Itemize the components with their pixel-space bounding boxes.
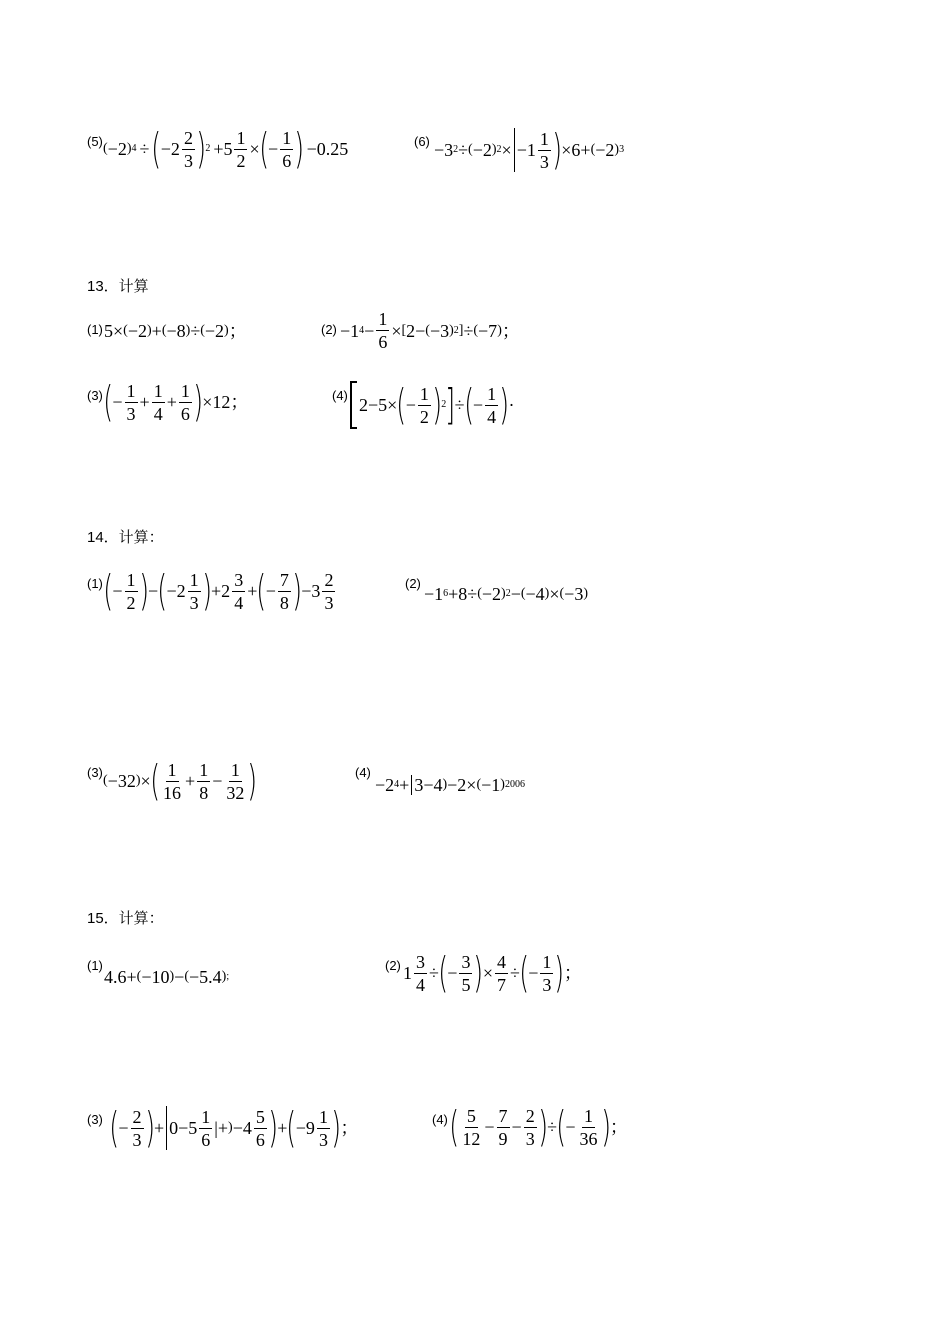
item-label: (6) xyxy=(414,134,430,149)
expression-15-1: 4.6+ ( −10 ) − ( −5.4 ) ; xyxy=(104,967,230,987)
expression-13-4: 2−5× ( − $\frac{1}{2}$ ) 2 ] ÷ ( − $\frac{1}{4}$ ) · xyxy=(350,381,514,429)
expression-13-1: 5× ( −2 ) + ( −8 ) ÷ ( −2 ) ； xyxy=(104,321,247,341)
item-label: (4) xyxy=(355,765,371,780)
expression-15-3: ( − $\frac{2}{3}$ ) + 0−5 $\frac{1}{6}$ |+ ) −4 $\frac{5}{6}$ ) + ( −9 $\frac{1}{3}$ ) ； xyxy=(109,1103,359,1152)
expression-14-1: ( − $\frac{1}{2}$ ) − ( −2 $\frac{1}{3}$ ) +2 $\frac{3}{4}$ + ( − $\frac{7}{8}$ ) −3 $\frac{2}{3}$ xyxy=(103,566,334,615)
item-label: (4) xyxy=(332,388,348,403)
item-label: (2) xyxy=(321,322,337,337)
expression-12-5: ( −2 ) 4 ÷ ( −2 $\frac{2}{3}$ ) 2 +5 $\frac{1}{2}$ × ( − $\frac{1}{6}$ ) −0.25 xyxy=(103,124,349,173)
expression-15-2: 1 $\frac{3}{4}$ ÷ ( − $\frac{3}{5}$ ) × $\frac{4}{7}$ ÷ ( − $\frac{1}{3}$ ) ； xyxy=(403,948,582,997)
problem-14-heading: 14．计算： xyxy=(87,529,164,546)
item-label: (2) xyxy=(385,958,401,973)
item-label: (1) xyxy=(87,576,103,591)
item-label: (4) xyxy=(432,1112,448,1127)
problem-13-heading: 13．计算 xyxy=(87,278,149,295)
expression-14-3: ( −32 ) × ( $\frac{1}{16}$ + $\frac{1}{8}$ − $\frac{1}{32}$ ) xyxy=(103,756,258,805)
item-label: (3) xyxy=(87,1112,103,1127)
item-label: (1) xyxy=(87,958,103,973)
expression-14-2: −1 6 +8÷ ( −2 ) 2 − ( −4 ) × ( −3 ) xyxy=(424,584,588,604)
item-label: (3) xyxy=(87,388,103,403)
expression-12-6: −3 2 ÷ ( −2 ) 2 × −1 $\frac{1}{3}$ ) ×6+ ( −2 ) 3 xyxy=(434,125,625,174)
item-label: (1) xyxy=(87,322,103,337)
expression-13-3: ( − $\frac{1}{3}$ + $\frac{1}{4}$ + $\frac{1}{6}$ ) ×12； xyxy=(103,377,249,426)
expression-14-4: −2 4 + 3−4 ) −2× ( −1 ) 2006 xyxy=(375,775,525,795)
item-label: (5) xyxy=(87,134,103,149)
problem-15-heading: 15．计算： xyxy=(87,910,164,927)
item-label: (2) xyxy=(405,576,421,591)
item-label: (3) xyxy=(87,765,103,780)
expression-15-4: ( $\frac{5}{12}$ − $\frac{7}{9}$ − $\frac{2}{3}$ ) ÷ ( − $\frac{1}{36}$ ) ； xyxy=(449,1102,628,1151)
expression-13-2: −1 4 − $\frac{1}{6}$ × [ 2− ( −3 ) 2 ] ÷ ( −7 ) ； xyxy=(340,309,520,352)
